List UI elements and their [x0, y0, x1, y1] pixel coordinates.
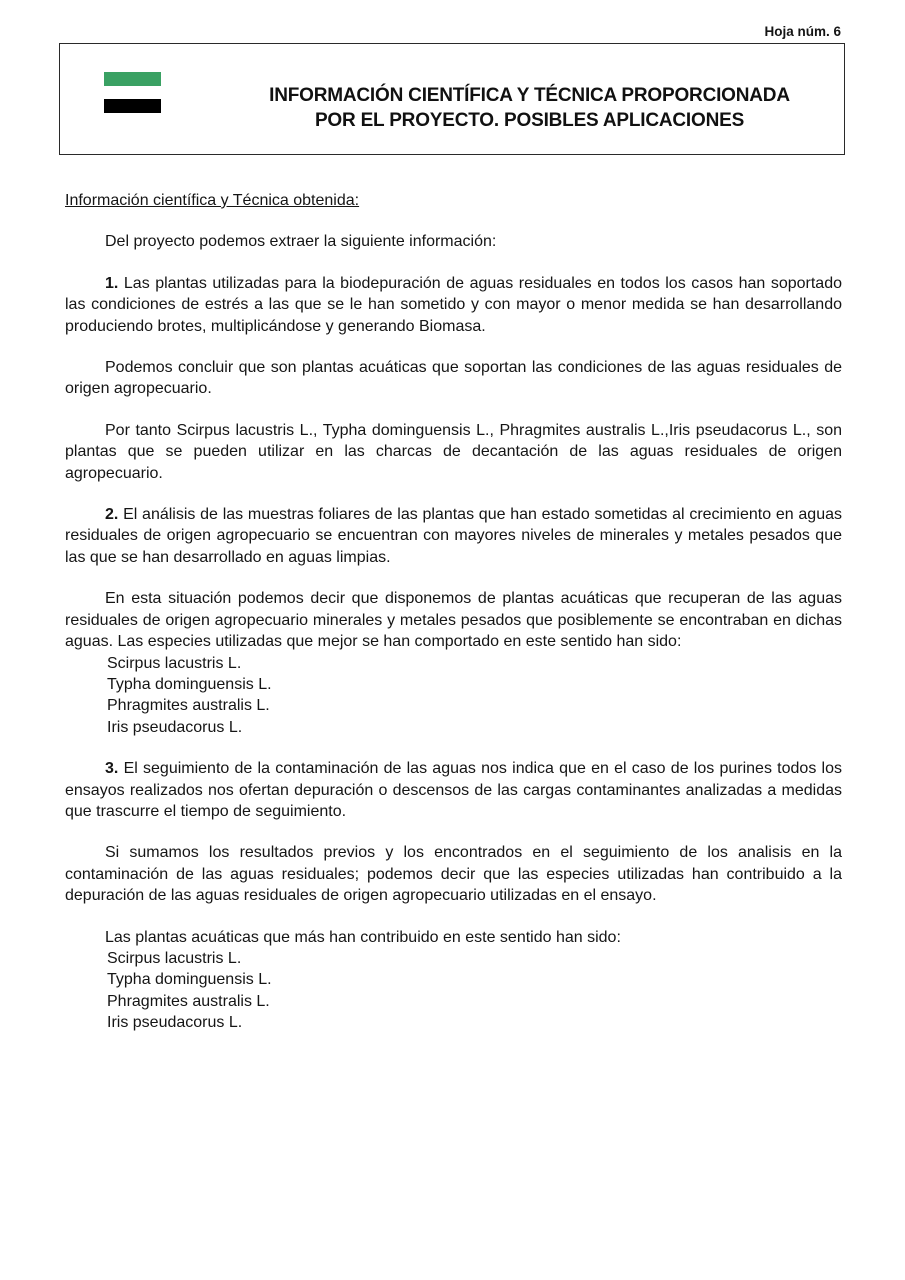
paragraph-text: En esta situación podemos decir que disponemos de plantas acuáticas que recuperan de las aguas residuales de origen agropecuario minerales y metales pesados que posiblemente se encontraban en dichas aguas. Las especies utilizadas que mejor se han comportado en este sentido han sido:: [65, 590, 842, 651]
document-title: [161, 83, 844, 133]
paragraph-text: El seguimiento de la contaminación de las aguas nos indica que en el caso de los purines todos los ensayos realizados nos ofertan depuración o descensos de las cargas contaminantes analizadas a medidas que trascurre el tiempo de seguimiento.: [65, 760, 842, 820]
paragraph-8: [65, 927, 842, 948]
species-list-item: Typha dominguensis L.: [107, 675, 272, 693]
paragraph-text: Podemos concluir que son plantas acuáticas que soportan las condiciones de las aguas residuales de origen agropecuario.: [65, 359, 842, 398]
paragraph-1: [65, 273, 842, 337]
paragraph-7: [65, 842, 842, 906]
paragraph-text: Las plantas utilizadas para la biodepuración de aguas residuales en todos los casos han soportado las condiciones de estrés a las que se le han sometido y con mayor o menor medida se han desarrollando produciendo brotes, multiplicándose y generando Biomasa.: [65, 274, 842, 335]
logo-green-bar: [104, 72, 161, 86]
species-list-1: [107, 653, 842, 739]
paragraph-text: Del proyecto podemos extraer la siguiente información:: [105, 233, 497, 251]
document-title-line-2: POR EL PROYECTO. POSIBLES APLICACIONES: [314, 110, 745, 131]
paragraph-number: 3.: [105, 760, 119, 778]
species-list-item: Scirpus lacustris L.: [107, 654, 242, 672]
species-list-2: [107, 948, 842, 1034]
paragraph-2: [65, 357, 842, 400]
paragraph-text: Por tanto Scirpus lacustris L., Typha dominguensis L., Phragmites australis L.,Iris pseudacorus L., son plantas que se pueden utilizar en las charcas de decantación de las aguas residuales de origen agropecuario.: [65, 421, 842, 482]
paragraph-text: Si sumamos los resultados previos y los encontrados en el seguimiento de los analisis en la contaminación de las aguas residuales; podemos decir que las especies utilizadas han contribuido a la depuración de las aguas residuales de origen agropecuario utilizadas en el ensayo.: [65, 844, 842, 905]
extremadura-flag-icon: [104, 72, 161, 113]
species-list-item: Iris pseudacorus L.: [107, 718, 243, 736]
species-list-item: Iris pseudacorus L.: [107, 1014, 243, 1032]
species-list-item: Scirpus lacustris L.: [107, 949, 242, 967]
paragraph-4: [65, 504, 842, 568]
paragraph-number: 2.: [105, 506, 119, 524]
species-list-item: Phragmites australis L.: [107, 992, 270, 1010]
species-list-item: Typha dominguensis L.: [107, 971, 272, 989]
logo-black-bar: [104, 99, 161, 113]
paragraph-text: El análisis de las muestras foliares de las plantas que han estado sometidas al crecimiento en aguas residuales de origen agropecuario se encuentran con mayores niveles de minerales y metales pesados que las que se han desarrollado en aguas limpias.: [65, 506, 842, 566]
paragraph-5: [65, 588, 842, 652]
document-title-line-1: INFORMACIÓN CIENTÍFICA Y TÉCNICA PROPORCIONADA: [269, 85, 790, 106]
paragraph-number: 1.: [105, 274, 119, 292]
species-list-item: Phragmites australis L.: [107, 697, 270, 715]
section-heading: Información científica y Técnica obtenida:: [65, 192, 360, 209]
intro-paragraph: [65, 231, 842, 252]
paragraph-text: Las plantas acuáticas que más han contribuido en este sentido han sido:: [105, 928, 621, 946]
sheet-number: Hoja núm. 6: [764, 24, 841, 39]
paragraph-6: [65, 758, 842, 822]
header-box: [59, 43, 845, 155]
document-body: [65, 190, 842, 1034]
paragraph-3: [65, 420, 842, 484]
